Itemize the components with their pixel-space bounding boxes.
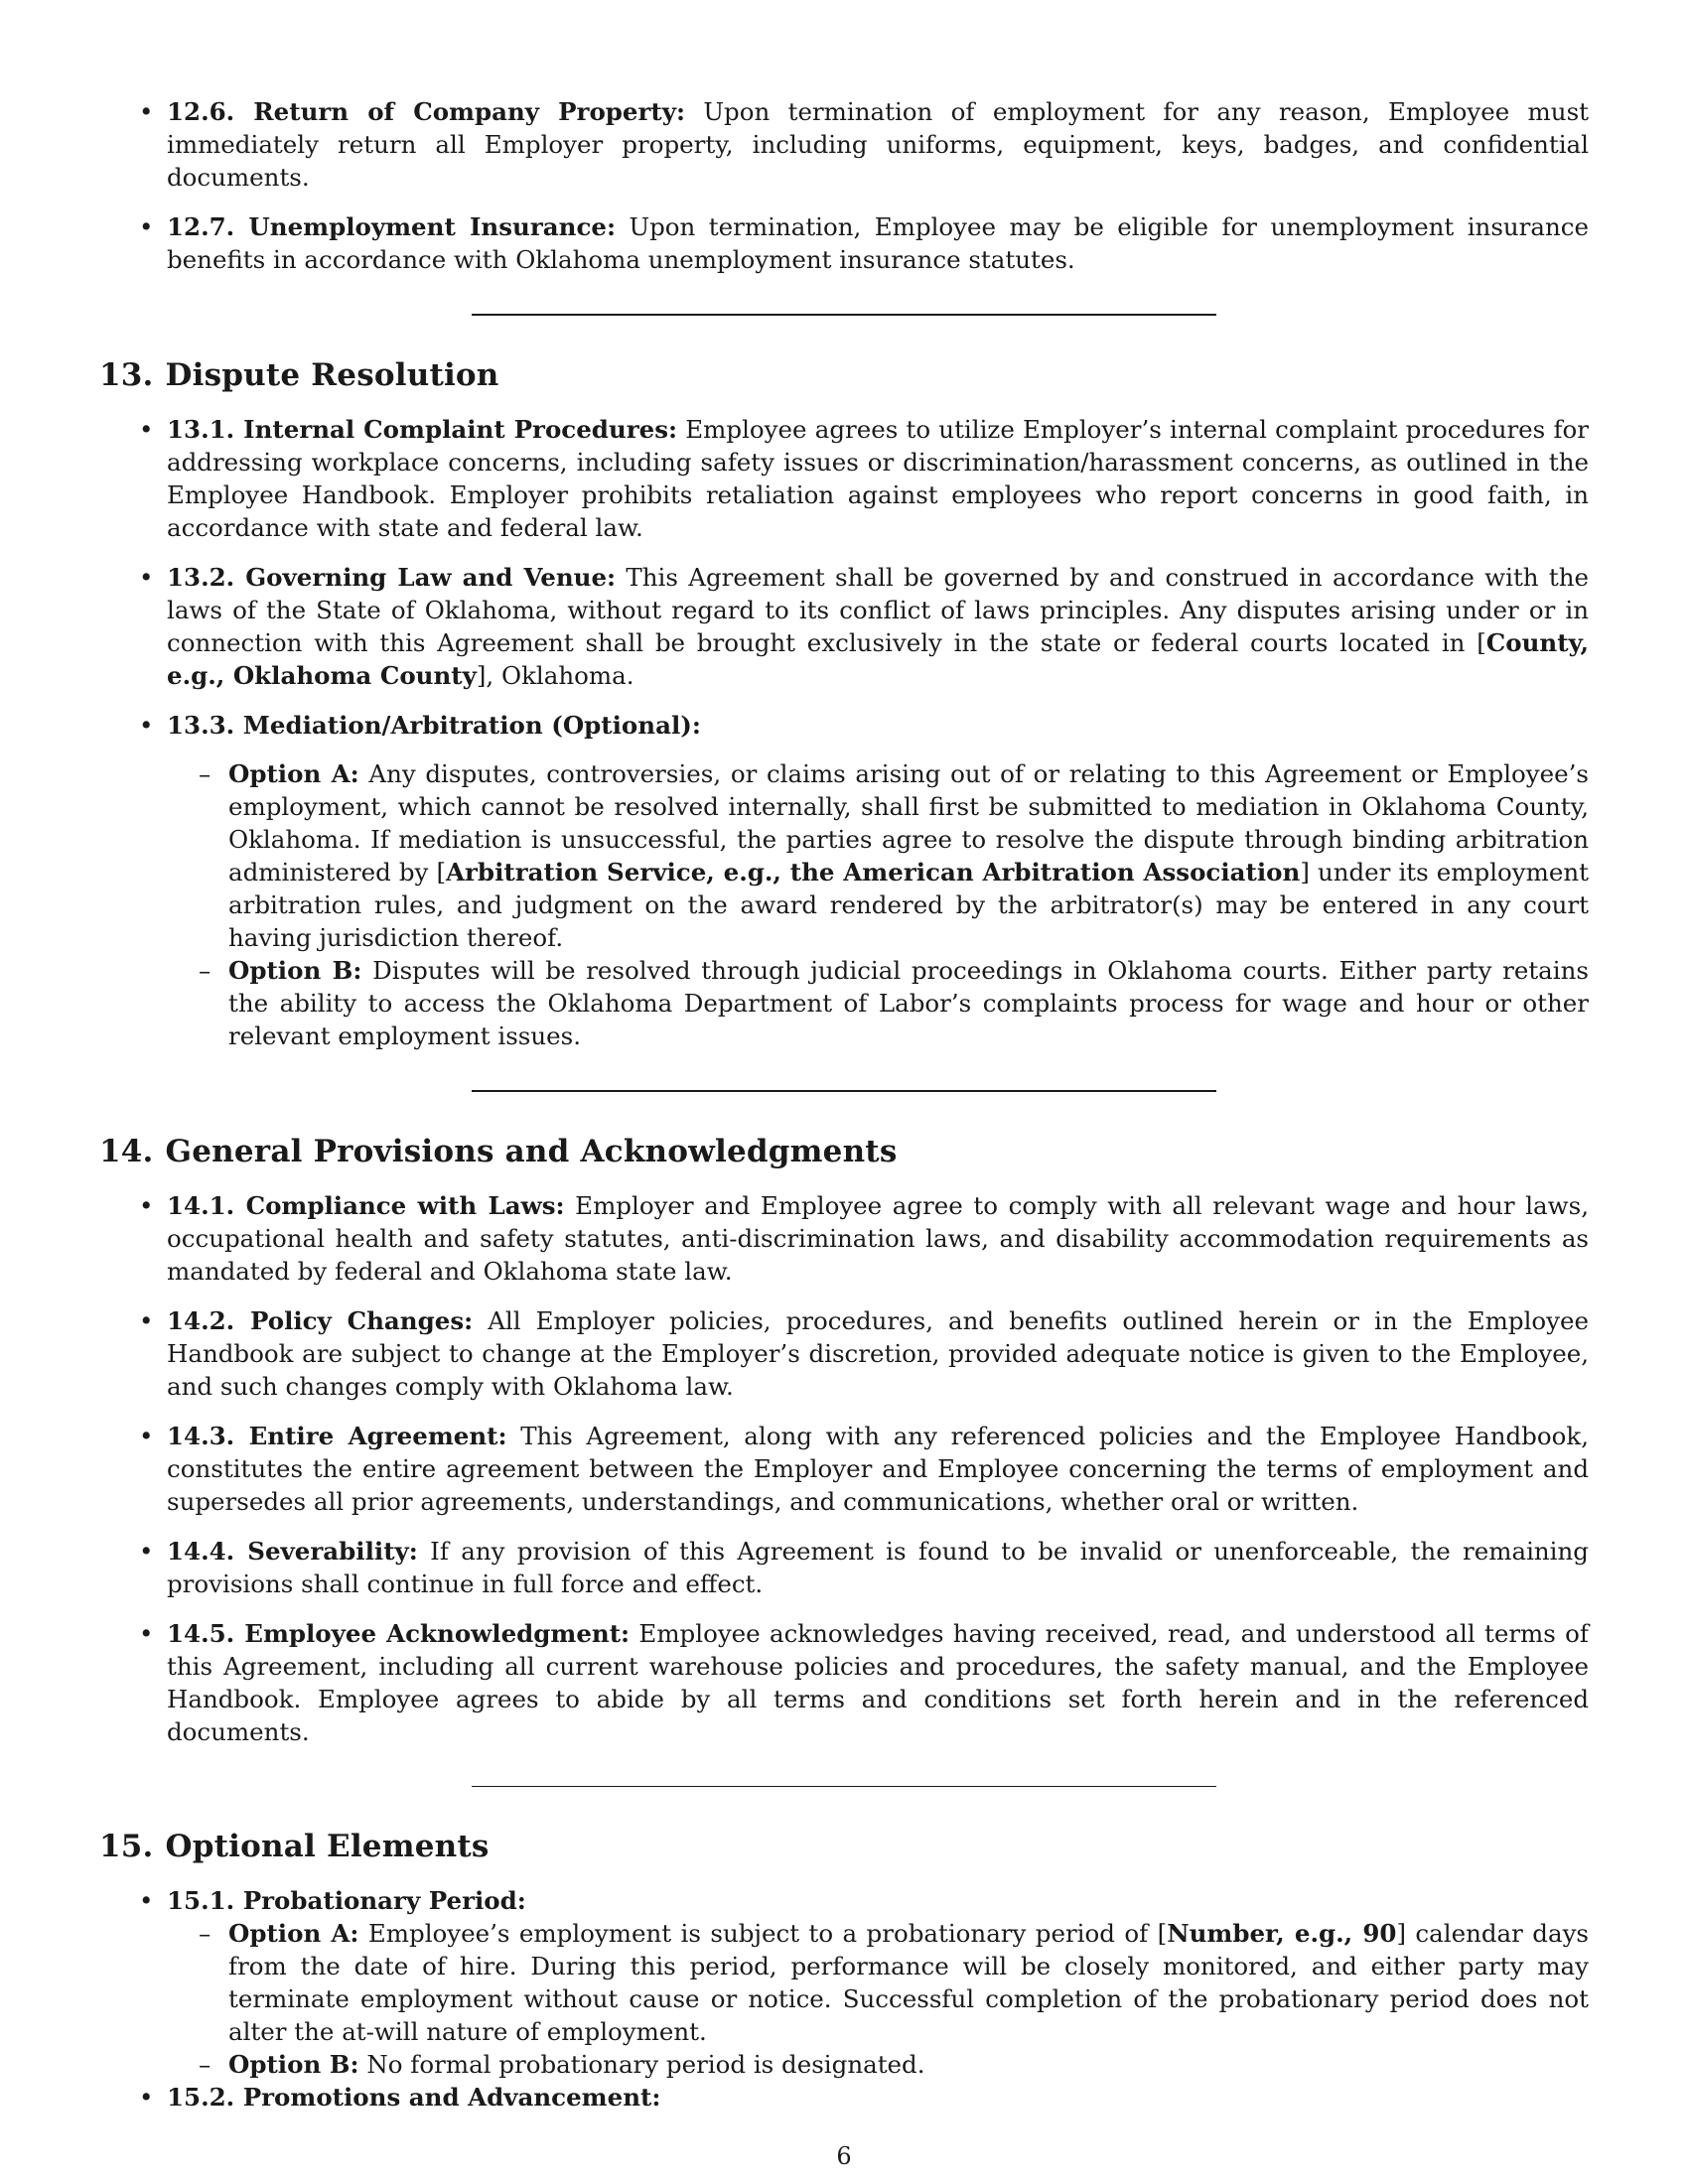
list-item-14-3 [99, 1420, 1589, 1518]
option-label: Option B: [228, 956, 362, 985]
section-heading-15 [99, 1827, 1589, 1866]
section-title: Dispute Resolution [165, 357, 499, 393]
option-list [167, 1917, 1589, 2081]
item-text: All Employer policies, procedures, and benefits outlined herein or in the Employee Handbook are subject to change at the Employer’s discretion, provided adequate notice is given to the Employee, and such changes comply with Oklahoma law. [167, 1306, 1589, 1401]
section-divider [472, 314, 1216, 316]
option-a [167, 1917, 1589, 2048]
option-b [167, 954, 1589, 1052]
option-list [167, 757, 1589, 1052]
section-title: General Provisions and Acknowledgments [165, 1134, 898, 1169]
section-number: 13. [99, 357, 154, 393]
option-label: Option A: [228, 759, 359, 788]
item-text: This Agreement, along with any referenced policies and the Employee Handbook, constitutes the entire agreement between the Employer and Employee concerning the terms of employment and supersedes all prior agreements, understandings, and communications, whether oral or written. [167, 1422, 1589, 1516]
option-text: Disputes will be resolved through judicial proceedings in Oklahoma courts. Either party retains the ability to access the Oklahoma Department of Labor’s complaints process for wage and hour or other relevant employment issues. [228, 956, 1589, 1050]
section-15-list [99, 1884, 1589, 2114]
section-14-list [99, 1189, 1589, 1748]
placeholder-bold: Number, e.g., 90 [1167, 1919, 1397, 1948]
list-item-12-6 [99, 95, 1589, 194]
item-label: 12.6. Return of Company Property: [167, 97, 686, 126]
section-12-list [99, 95, 1589, 276]
item-label: 14.1. Compliance with Laws: [167, 1191, 565, 1220]
list-item-13-2 [99, 561, 1589, 692]
option-label: Option A: [228, 1919, 359, 1948]
item-label: 13.3. Mediation/Arbitration (Optional): [167, 711, 701, 740]
section-divider [472, 1090, 1216, 1092]
list-item-12-7 [99, 210, 1589, 276]
option-text: Employee’s employment is subject to a probationary period of [ [358, 1919, 1168, 1948]
section-number: 14. [99, 1134, 154, 1169]
section-number: 15. [99, 1829, 154, 1864]
item-text: If any provision of this Agreement is found to be invalid or unenforceable, the remaining provisions shall continue in full force and effect. [167, 1537, 1589, 1598]
item-label: 14.3. Entire Agreement: [167, 1422, 507, 1450]
item-label: 14.4. Severability: [167, 1537, 418, 1566]
option-text: No formal probationary period is designated. [358, 2050, 925, 2079]
list-item-15-2 [99, 2081, 1589, 2114]
option-label: Option B: [228, 2050, 359, 2079]
list-item-13-1 [99, 413, 1589, 544]
item-text: Employer and Employee agree to comply with all relevant wage and hour laws, occupational health and safety statutes, anti-discrimination laws, and disability accommodation requirements as mandated by federal and Oklahoma state law. [167, 1191, 1589, 1286]
item-text: Employee agrees to utilize Employer’s internal complaint procedures for addressing workplace concerns, including safety issues or discrimination/harassment concerns, as outlined in the Employee Handbook. Employer prohibits retaliation against employees who report concerns in good faith, in accordance with state and federal law. [167, 415, 1589, 542]
page-number: 6 [836, 2142, 852, 2170]
placeholder-bold: Arbitration Service, e.g., the American Arbitration Association [446, 858, 1301, 887]
item-text: ], Oklahoma. [476, 661, 634, 690]
item-text: Upon termination of employment for any reason, Employee must immediately return all Employer property, including uniforms, equipment, keys, badges, and confidential documents. [167, 97, 1589, 192]
section-divider [472, 1786, 1216, 1787]
placeholder-bold: County, e.g., Oklahoma County [167, 628, 1589, 690]
item-label: 14.2. Policy Changes: [167, 1306, 474, 1335]
item-label: 13.2. Governing Law and Venue: [167, 563, 617, 592]
item-label: 15.1. Probationary Period: [167, 1886, 526, 1915]
list-item-15-1 [99, 1884, 1589, 2081]
option-b [167, 2048, 1589, 2081]
item-label: 14.5. Employee Acknowledgment: [167, 1619, 631, 1648]
list-item-14-4 [99, 1535, 1589, 1600]
item-label: 13.1. Internal Complaint Procedures: [167, 415, 678, 444]
section-title: Optional Elements [165, 1829, 490, 1864]
option-text: Any disputes, controversies, or claims arising out of or relating to this Agreement or Employee’s employment, which cannot be resolved internally, shall first be submitted to mediation in Oklahoma County, Oklahoma. If mediation is unsuccessful, the parties agree to resolve the dispute through binding arbitration administered by [ [228, 759, 1589, 887]
item-text: This Agreement shall be governed by and construed in accordance with the laws of the State of Oklahoma, without regard to its conflict of laws principles. Any disputes arising under or in connection with this Agreement shall be brought exclusively in the state or federal courts located in [ [167, 563, 1590, 657]
section-heading-13 [99, 355, 1589, 395]
option-text: ] under its employment arbitration rules, and judgment on the award rendered by the arbitrator(s) may be entered in any court having jurisdiction thereof. [228, 858, 1589, 952]
list-item-13-3 [99, 709, 1589, 1052]
list-item-14-2 [99, 1304, 1589, 1403]
option-a [167, 757, 1589, 954]
item-label: 15.2. Promotions and Advancement: [167, 2083, 661, 2112]
item-text: Employee acknowledges having received, read, and understood all terms of this Agreement, including all current warehouse policies and procedures, the safety manual, and the Employee Handbook. Employee agrees to abide by all terms and conditions set forth herein and in the referenced documents. [167, 1619, 1589, 1746]
section-13-list [99, 413, 1589, 1052]
document-page [99, 95, 1589, 2114]
item-label: 12.7. Unemployment Insurance: [167, 212, 616, 241]
section-heading-14 [99, 1132, 1589, 1171]
list-item-14-5 [99, 1617, 1589, 1748]
option-text: ] calendar days from the date of hire. During this period, performance will be closely monitored, and either party may terminate employment without cause or notice. Successful completion of the probationary period does not alter the at-will nature of employment. [228, 1919, 1589, 2046]
list-item-14-1 [99, 1189, 1589, 1288]
item-text: Upon termination, Employee may be eligible for unemployment insurance benefits in accordance with Oklahoma unemployment insurance statutes. [167, 212, 1589, 274]
